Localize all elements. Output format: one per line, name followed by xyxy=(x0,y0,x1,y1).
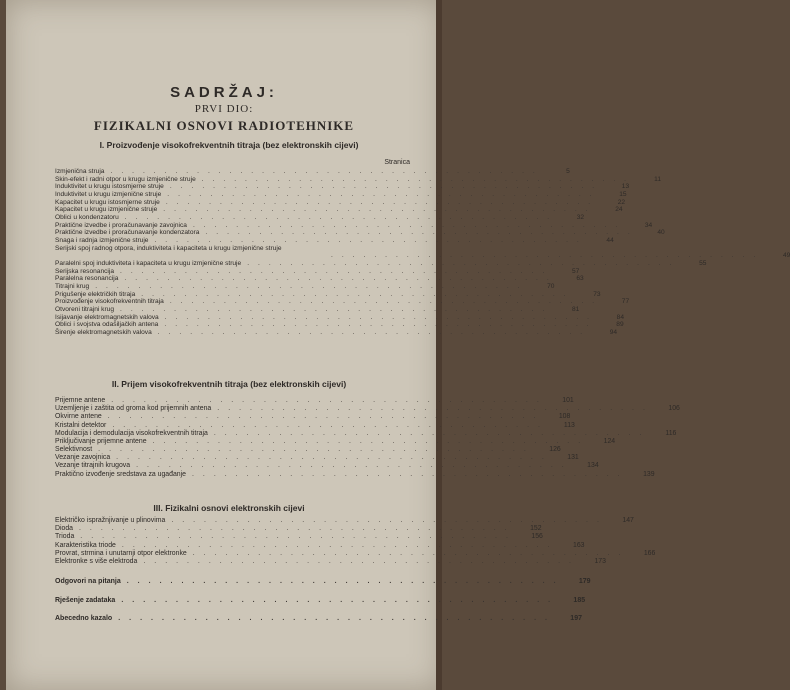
toc-entry xyxy=(55,290,601,299)
toc-entry-label: Uzemljenje i zaštita od groma kod prijemnih antena xyxy=(55,405,212,413)
toc-entry-page: 126 xyxy=(549,446,561,454)
toc-entry xyxy=(55,321,624,329)
toc-entry xyxy=(55,313,625,322)
toc-entry-label: Praktične izvedbe i proračunavanje zavojnica xyxy=(55,221,187,229)
leader-dots: ........................................ xyxy=(192,470,629,478)
toc-entry-label: Okvirne antene xyxy=(55,413,102,421)
toc-entry-label: Skin-efekt i radni otpor u krugu izmjenične struje xyxy=(55,175,196,183)
part-label: PRVI DIO: xyxy=(194,103,254,115)
toc-entry-page: 32 xyxy=(576,214,585,222)
toc-entry-page: 185 xyxy=(573,597,586,604)
leader-dots: ........................................ xyxy=(110,167,544,175)
section-list xyxy=(55,167,790,337)
toc-entry-page: 173 xyxy=(594,557,606,565)
toc-entry-page: 139 xyxy=(643,470,655,478)
toc-entry-label: Vezanje zavojnica xyxy=(55,454,111,462)
toc-entry-page: 124 xyxy=(603,437,616,445)
toc-entry xyxy=(55,214,585,222)
toc-entry-page: 49 xyxy=(782,252,790,260)
toc-entry-label: Provrat, strmina i unutarnji otpor elektronke xyxy=(55,549,187,557)
toc-entry-page: 113 xyxy=(563,421,575,429)
toc-entry xyxy=(55,549,656,558)
toc-entry-label: Električko ispražnjivanje u plinovima xyxy=(55,516,166,524)
leader-dots: ........................................ xyxy=(247,259,681,267)
toc-entry-label: Karakteristika triode xyxy=(55,541,116,549)
toc-entry xyxy=(55,244,790,260)
leader-dots: ........................................ xyxy=(141,290,575,298)
toc-entry-page: 131 xyxy=(567,454,579,462)
toc-heading: SADRŽAJ: xyxy=(170,84,278,101)
leader-dots: ........................................ xyxy=(79,525,516,533)
toc-entry-label: Otvoreni titrajni krug xyxy=(55,305,114,313)
toc-entry xyxy=(55,462,599,471)
toc-entry xyxy=(55,282,555,291)
toc-entry-label: Prijemne antene xyxy=(55,396,106,404)
toc-entry-label: Izmjenična struja xyxy=(55,167,105,175)
leader-dots: ........................................ xyxy=(169,183,604,191)
leader-dots: ........................................ xyxy=(157,329,592,337)
toc-entry-label: Titrajni krug xyxy=(55,282,90,290)
leader-dots: ........................................ xyxy=(116,454,553,462)
toc-entry-label: Induktivitet u krugu izmjenične struje xyxy=(55,191,162,199)
extra-entry xyxy=(55,597,586,605)
toc-entry-page: 106 xyxy=(668,405,680,413)
toc-entry-page: 152 xyxy=(530,525,542,533)
toc-entry xyxy=(55,198,626,207)
toc-entry-page: 147 xyxy=(622,516,634,524)
leader-dots: ........................................ xyxy=(192,549,630,557)
leader-dots: ........................................ xyxy=(213,429,651,437)
toc-entry-label: Isijavanje elektromagnetskih valova xyxy=(55,313,159,321)
leader-dots: ........................................ xyxy=(171,516,608,524)
toc-entry-label: Rješenje zadataka xyxy=(55,597,116,604)
toc-entry-label: Kapacitet u krugu istosmjerne struje xyxy=(55,198,160,206)
toc-entry xyxy=(55,421,575,430)
leader-dots: ........................................ xyxy=(154,237,588,245)
leader-dots: ........................................ xyxy=(124,275,558,283)
toc-entry-page: 15 xyxy=(619,191,627,199)
toc-entry-page: 34 xyxy=(644,221,653,229)
toc-entry-page: 5 xyxy=(566,167,570,175)
toc-entry-page: 57 xyxy=(571,267,580,275)
leader-dots: ........................................ xyxy=(164,313,599,321)
leader-dots: ........................................ xyxy=(163,206,597,214)
leader-dots: ........................................ xyxy=(331,252,765,260)
section-title: II. Prijem visokofrekventnih titraja (bez elektronskih cijevi) xyxy=(111,379,347,389)
toc-entry-page: 134 xyxy=(587,462,599,470)
toc-entry-page: 44 xyxy=(606,237,614,245)
leader-dots: ........................................ xyxy=(217,405,654,413)
leader-dots: ........................................ xyxy=(80,533,517,541)
toc-entry-page: 197 xyxy=(570,615,582,622)
leader-dots: ........................................ xyxy=(121,597,560,604)
toc-entry xyxy=(55,206,623,214)
toc-entry-page: 55 xyxy=(699,259,707,267)
toc-entry xyxy=(55,437,616,446)
leader-dots: ........................................ xyxy=(118,615,556,622)
toc-entry-label: Priključivanje prijemne antene xyxy=(55,437,147,445)
toc-entry-label: Paralelni spoj induktiviteta i kapaciteta u krugu izmjenične struje xyxy=(55,259,242,267)
toc-entry-page: 13 xyxy=(621,183,630,191)
toc-entry-page: 77 xyxy=(621,298,630,306)
toc-entry-page: 70 xyxy=(547,282,555,290)
section-title: I. Proizvođenje visokofrekventnih titraja (bez elektronskih cijevi) xyxy=(99,140,359,150)
toc-entry-page: 22 xyxy=(617,198,626,206)
toc-entry xyxy=(55,405,680,413)
section-list xyxy=(55,516,656,566)
toc-entry-page: 24 xyxy=(615,206,623,214)
leader-dots: ........................................ xyxy=(121,541,559,549)
toc-entry-page: 108 xyxy=(558,413,571,421)
leader-dots: ........................................ xyxy=(126,578,565,585)
toc-entry-label: Proizvođenje visokofrekventnih titraja xyxy=(55,298,164,306)
toc-entry-page: 166 xyxy=(643,549,656,557)
leader-dots: ........................................ xyxy=(143,557,580,565)
toc-entry xyxy=(55,167,570,176)
toc-entry-label: Dioda xyxy=(55,525,74,533)
toc-entry-label: Kapacitet u krugu izmjenične struje xyxy=(55,206,158,214)
toc-entry-page: 84 xyxy=(616,313,625,321)
toc-entry xyxy=(55,175,662,184)
toc-entry-label: Elektronke s više elektroda xyxy=(55,557,138,565)
toc-entry-label: Odgovori na pitanja xyxy=(55,578,121,585)
leader-dots: ........................................ xyxy=(205,229,639,237)
page-column-header: Stranica xyxy=(384,159,410,166)
toc-entry xyxy=(55,221,653,230)
toc-entry-label: Širenje elektromagnetskih valova xyxy=(55,329,152,337)
leader-dots: ........................................ xyxy=(111,396,548,404)
toc-entry-label: Serijski spoj radnog otpora, induktiviteta i kapaciteta u krugu izmjenične struje xyxy=(55,244,282,252)
toc-entry-label: Induktivitet u krugu istosmjerne struje xyxy=(55,183,164,191)
leader-dots: ........................................ xyxy=(192,221,627,229)
leader-dots: ........................................ xyxy=(152,437,590,445)
toc-entry-label: Abecedno kazalo xyxy=(55,615,113,622)
toc-entry-label: Praktične izvedbe i proračunavanje kondenzatora xyxy=(55,229,200,237)
leader-dots: ........................................ xyxy=(107,413,545,421)
toc-entry xyxy=(55,298,630,306)
toc-entry xyxy=(55,183,630,191)
toc-entry-page: 94 xyxy=(609,329,618,337)
toc-entry-page: 73 xyxy=(593,290,601,298)
book-page xyxy=(6,0,790,690)
toc-entry xyxy=(55,454,579,462)
extra-entry xyxy=(55,578,591,586)
extra-entry xyxy=(55,615,582,623)
toc-entry-page: 11 xyxy=(654,175,662,183)
toc-entry-label: Prigušenje električkih titraja xyxy=(55,290,136,298)
toc-entry-label: Oblici u kondenzatoru xyxy=(55,214,119,222)
leader-dots: ........................................ xyxy=(164,321,598,329)
section-list xyxy=(55,396,680,479)
part-title: FIZIKALNI OSNOVI RADIOTEHNIKE xyxy=(93,118,355,133)
leader-dots: ........................................ xyxy=(120,305,554,313)
toc-entry xyxy=(55,525,542,533)
toc-entry xyxy=(55,429,677,438)
leader-dots: ........................................ xyxy=(120,267,554,275)
toc-entry xyxy=(55,191,627,199)
toc-entry xyxy=(55,615,582,623)
toc-entry-label: Snaga i radnja izmjenične struje xyxy=(55,237,149,245)
toc-entry-page: 89 xyxy=(616,321,624,329)
toc-entry xyxy=(55,305,580,314)
toc-entry-page: 63 xyxy=(576,275,584,283)
toc-entry xyxy=(55,275,584,283)
toc-entry xyxy=(55,413,571,421)
toc-entry xyxy=(55,541,585,550)
toc-entry-label: Paralelna resonancija xyxy=(55,275,119,283)
toc-entry xyxy=(55,557,606,566)
toc-entry xyxy=(55,396,574,405)
leader-dots: ........................................ xyxy=(165,198,600,206)
toc-entry xyxy=(55,329,618,337)
toc-entry-page: 179 xyxy=(578,578,591,585)
toc-entry-label: Praktično izvođenje sredstava za ugađanje xyxy=(55,470,187,478)
toc-entry xyxy=(55,578,591,586)
toc-entry-page: 116 xyxy=(665,429,677,437)
toc-entry xyxy=(55,470,655,479)
toc-entry-page: 156 xyxy=(531,533,543,541)
leader-dots: ........................................ xyxy=(98,446,535,454)
toc-entry-page: 163 xyxy=(572,541,585,549)
toc-entry-page: 81 xyxy=(571,305,580,313)
toc-entry xyxy=(55,516,634,525)
toc-entry xyxy=(55,446,561,454)
toc-entry xyxy=(55,229,665,238)
leader-dots: ........................................ xyxy=(136,462,573,470)
toc-entry-label: Trioda xyxy=(55,533,75,541)
leader-dots: ........................................ xyxy=(169,298,604,306)
toc-entry xyxy=(55,259,707,268)
toc-entry xyxy=(55,533,543,541)
toc-entry-page: 40 xyxy=(657,229,665,237)
section-title: III. Fizikalni osnovi elektronskih cijevi xyxy=(153,503,305,513)
toc-entry xyxy=(55,267,580,276)
toc-entry-label: Kristalni detektor xyxy=(55,421,107,429)
leader-dots: ........................................ xyxy=(124,214,559,222)
toc-entry-page: 101 xyxy=(562,396,574,404)
toc-entry xyxy=(55,597,586,605)
toc-entry-label: Vezanje titrajnih krugova xyxy=(55,462,131,470)
toc-entry xyxy=(55,237,614,245)
toc-entry-label: Selektivnost xyxy=(55,446,93,454)
toc-entry-label: Serijska resonancija xyxy=(55,267,115,275)
leader-dots: ........................................ xyxy=(167,191,601,199)
toc-entry-label: Modulacija i demodulacija visokofrekventnih titraja xyxy=(55,429,208,437)
leader-dots: ........................................ xyxy=(95,282,529,290)
leader-dots: ........................................ xyxy=(112,421,549,429)
toc-entry-label: Oblici i svojstva odašiljačkih antena xyxy=(55,321,159,329)
leader-dots: ........................................ xyxy=(201,175,636,183)
